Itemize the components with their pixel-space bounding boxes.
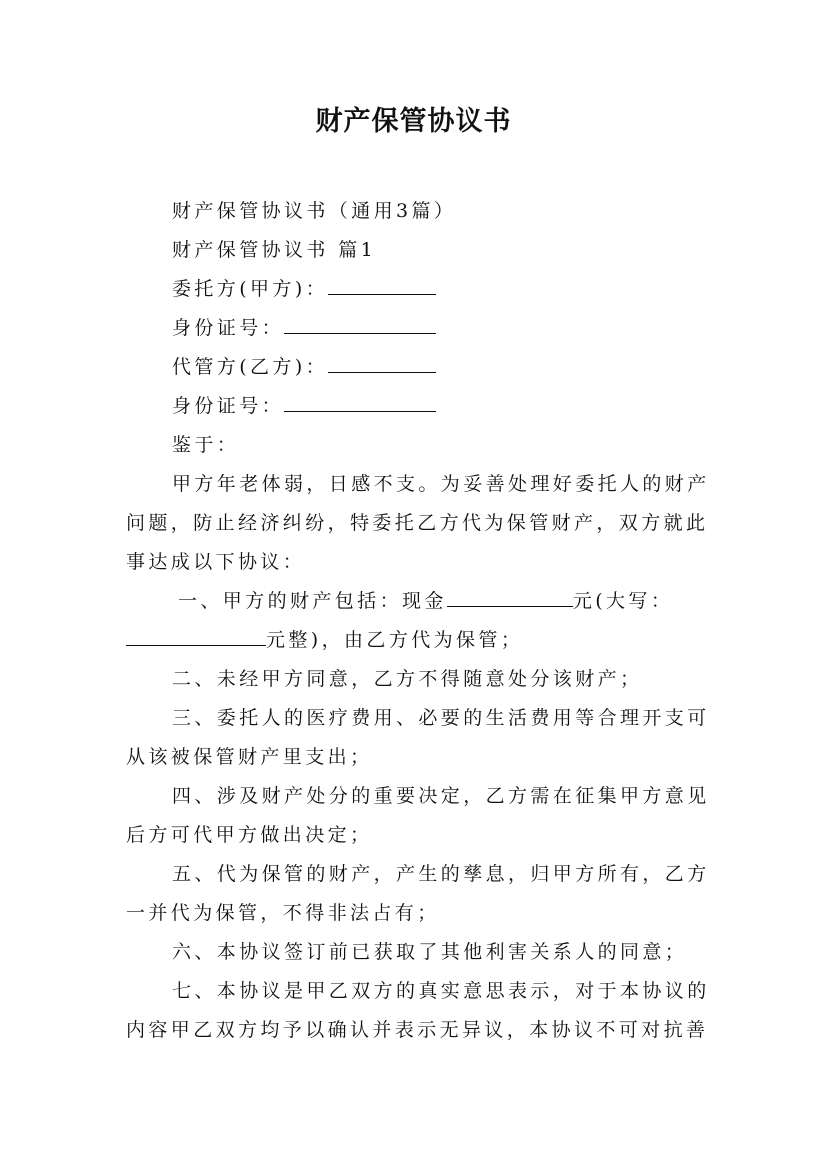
cash-amount-blank <box>447 588 573 607</box>
whereas-text: 鉴于： <box>172 434 240 456</box>
party-b-label: 代管方(乙方)： <box>172 356 329 378</box>
clause-1-continued-text: 元整)，由乙方代为保管； <box>266 629 524 651</box>
clause-line <box>126 822 706 848</box>
clause-1-continued <box>126 627 706 653</box>
party-a-id-label: 身份证号： <box>172 317 285 339</box>
party-a-blank <box>328 276 436 295</box>
subtitle-line <box>172 198 752 224</box>
clause-line <box>172 939 752 965</box>
clause-line <box>126 900 706 926</box>
clause-text: 七、本协议是甲乙双方的真实意思表示，对于本协议的 <box>172 980 710 1002</box>
section-heading <box>172 237 752 263</box>
clause-line <box>172 861 752 887</box>
whereas-line <box>172 432 752 458</box>
clause-1-line <box>178 588 758 614</box>
clause-line <box>126 744 706 770</box>
party-b-id-label: 身份证号： <box>172 395 285 417</box>
party-a-id-blank <box>284 315 436 334</box>
paragraph-line <box>172 471 752 497</box>
clause-line <box>172 978 752 1004</box>
clause-text: 五、代为保管的财产，产生的孳息，归甲方所有，乙方 <box>172 863 710 885</box>
paragraph-text: 甲方年老体弱，日感不支。为妥善处理好委托人的财产 <box>172 473 710 495</box>
clause-text: 从该被保管财产里支出； <box>126 746 373 768</box>
clause-line <box>172 783 752 809</box>
paragraph-text: 问题，防止经济纠纷，特委托乙方代为保管财产，双方就此 <box>126 512 709 534</box>
clause-text: 一并代为保管，不得非法占有； <box>126 902 440 924</box>
party-a-id-line <box>172 315 752 341</box>
paragraph-text: 事达成以下协议： <box>126 551 306 573</box>
clause-line <box>172 666 752 692</box>
paragraph-line <box>126 549 706 575</box>
party-b-line <box>172 354 752 380</box>
clause-text: 四、涉及财产处分的重要决定，乙方需在征集甲方意见 <box>172 785 710 807</box>
clause-text: 三、委托人的医疗费用、必要的生活费用等合理开支可 <box>172 707 710 729</box>
party-b-id-line <box>172 393 752 419</box>
party-b-blank <box>328 354 436 373</box>
clause-text: 二、未经甲方同意，乙方不得随意处分该财产； <box>172 668 643 690</box>
clause-line <box>126 1017 709 1043</box>
clause-1-text: 一、甲方的财产包括：现金 <box>178 590 447 612</box>
clause-text: 后方可代甲方做出决定； <box>126 824 373 846</box>
party-a-line <box>172 276 752 302</box>
section-heading-text: 财产保管协议书 篇1 <box>172 239 377 261</box>
clause-text: 内容甲乙双方均予以确认并表示无异议，本协议不可对抗善 <box>126 1019 709 1041</box>
subtitle-text: 财产保管协议书（通用3篇） <box>172 200 457 222</box>
party-a-label: 委托方(甲方)： <box>172 278 329 300</box>
uppercase-amount-blank <box>126 627 266 646</box>
paragraph-line <box>126 510 709 536</box>
clause-1-uppercase-label: 元(大写： <box>572 590 674 612</box>
party-b-id-blank <box>284 393 436 412</box>
document-title: 财产保管协议书 <box>315 106 512 137</box>
clause-text: 六、本协议签订前已获取了其他利害关系人的同意； <box>172 941 688 963</box>
clause-line <box>172 705 752 731</box>
